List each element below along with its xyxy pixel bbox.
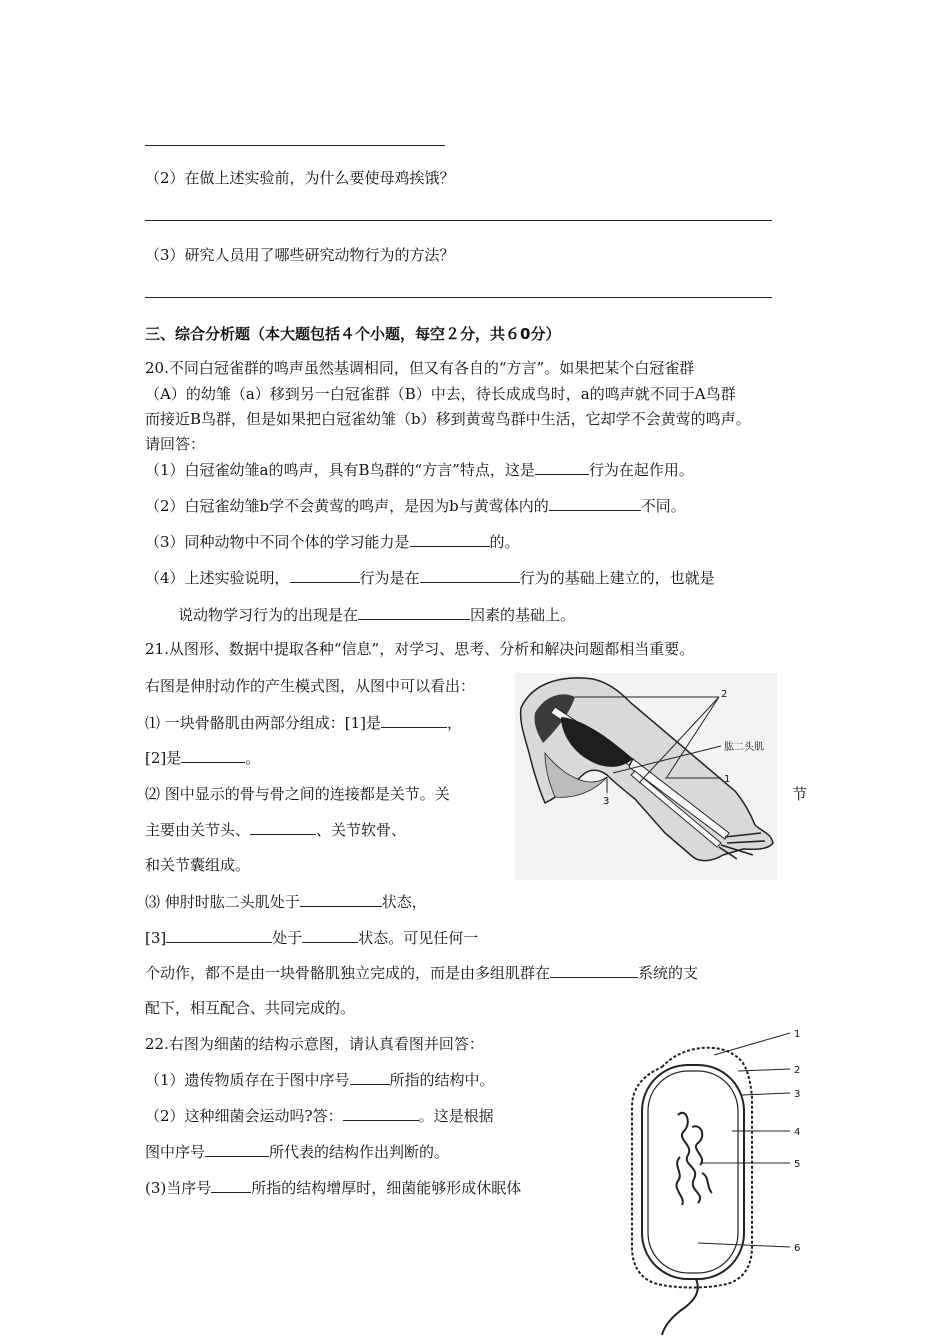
answer-line xyxy=(145,145,445,146)
q20-part4-text: 说动物学习行为的出现是在 xyxy=(178,606,359,624)
q21-part1-text: 。 xyxy=(245,749,261,767)
fill-blank[interactable] xyxy=(250,818,316,835)
q22-part1-text: 所指的结构中。 xyxy=(389,1071,495,1089)
q21-part3-text: [3] xyxy=(145,929,167,947)
q22-part3-text: 所指的结构增厚时，细菌能够形成休眠体 xyxy=(251,1179,522,1197)
q21-part3-text: 系统的支 xyxy=(638,964,699,982)
q20-part4-text: （4）上述实验说明， xyxy=(145,569,290,587)
q22-part2-text: 。这是根据 xyxy=(418,1107,494,1125)
q21-part3-cont2 xyxy=(145,961,698,984)
fill-blank[interactable] xyxy=(420,566,520,583)
q20-part4-cont xyxy=(178,603,575,626)
q20-part2 xyxy=(145,494,686,517)
q20-part1-text: 行为在起作用。 xyxy=(588,461,694,479)
fill-blank[interactable] xyxy=(211,1176,251,1193)
q21-part2-end: 节 xyxy=(792,785,808,803)
q21-part1-cont xyxy=(145,746,260,769)
fill-blank[interactable] xyxy=(205,1140,269,1157)
q21-part3-text: ⑶ 伸肘时肱二头肌处于 xyxy=(145,893,300,911)
q20-part4-text: 因素的基础上。 xyxy=(470,606,576,624)
fill-blank[interactable] xyxy=(550,961,638,978)
q21-intro-line2: 右图是伸肘动作的产生模式图，从图中可以看出： xyxy=(145,677,476,695)
label-3: 3 xyxy=(603,796,610,807)
fill-blank[interactable] xyxy=(181,746,245,763)
fill-blank[interactable] xyxy=(535,458,589,475)
q21-part1-text: [2]是 xyxy=(145,749,182,767)
label-2: 2 xyxy=(721,689,728,700)
fill-blank[interactable] xyxy=(381,711,447,728)
label-4: 4 xyxy=(794,1127,801,1138)
q22-part3-text: (3)当序号 xyxy=(145,1179,212,1197)
fill-blank[interactable] xyxy=(300,890,382,907)
fill-blank[interactable] xyxy=(343,1104,419,1121)
q21-part3-text: 状态， xyxy=(381,893,427,911)
label-biceps: 肱二头肌 xyxy=(724,742,764,753)
q20-part4-text: 行为的基础上建立的，也就是 xyxy=(519,569,715,587)
q21-part2-cont xyxy=(145,818,406,841)
fill-blank[interactable] xyxy=(358,603,470,620)
q20-part1-text: （1）白冠雀幼雏a的鸣声，具有B鸟群的“方言”特点，这是 xyxy=(145,461,535,479)
q22-part2-cont xyxy=(145,1140,449,1163)
q21-part3-text: 状态。可见任何一 xyxy=(358,929,479,947)
bacterium-figure xyxy=(622,1027,832,1337)
q21-part3 xyxy=(145,890,427,913)
label-6: 6 xyxy=(794,1243,801,1254)
q21-part2-text: 、关节软骨、 xyxy=(316,821,407,839)
q21-part1-text: ， xyxy=(447,714,463,732)
q20-part4 xyxy=(145,566,715,589)
section-heading: 三、综合分析题（本大题包括４个小题，每空２分，共６0分） xyxy=(145,325,561,343)
label-2: 2 xyxy=(794,1065,801,1076)
q21-part1 xyxy=(145,711,462,734)
q21-part1-text: ⑴ 一块骨骼肌由两部分组成：[1]是 xyxy=(145,714,382,732)
q22-part2-text: 所代表的结构作出判断的。 xyxy=(269,1143,450,1161)
q22-part2 xyxy=(145,1104,494,1127)
label-1: 1 xyxy=(724,774,731,785)
label-5: 5 xyxy=(794,1159,801,1170)
q22-part3 xyxy=(145,1176,521,1199)
q20-part2-text: （2）白冠雀幼雏b学不会黄莺的鸣声，是因为b与黄莺体内的 xyxy=(145,497,549,515)
fill-blank[interactable] xyxy=(410,530,490,547)
q22-part1-text: （1）遗传物质存在于图中序号 xyxy=(145,1071,350,1089)
q20-intro-line1: 20.不同白冠雀群的鸣声虽然基调相同，但又有各自的“方言”。如果把某个白冠雀群 xyxy=(145,359,695,377)
q21-part2: ⑵ 图中显示的骨与骨之间的连接都是关节。关 xyxy=(145,785,450,803)
answer-line xyxy=(145,297,772,298)
q21-part2-cont2: 和关节囊组成。 xyxy=(145,856,251,874)
q21-part3-text: 处于 xyxy=(272,929,303,947)
fill-blank[interactable] xyxy=(166,926,272,943)
q22-part1 xyxy=(145,1068,495,1091)
q20-part3 xyxy=(145,530,520,553)
answer-line xyxy=(145,220,772,221)
q21-part3-text: 个动作，都不是由一块骨骼肌独立完成的，而是由多组肌群在 xyxy=(145,964,551,982)
q19-part2: （2）在做上述实验前，为什么要使母鸡挨饿？ xyxy=(145,169,455,187)
q20-part3-text: 的。 xyxy=(489,533,520,551)
q22-part2-text: （2）这种细菌会运动吗?答： xyxy=(145,1107,343,1125)
q21-part3-cont xyxy=(145,926,478,949)
q21-intro-line1: 21.从图形、数据中提取各种“信息”，对学习、思考、分析和解决问题都相当重要。 xyxy=(145,640,695,658)
q20-part2-text: 不同。 xyxy=(640,497,686,515)
q20-intro-line3: 而接近B鸟群，但是如果把白冠雀幼雏（b）移到黄莺鸟群中生活，它却学不会黄莺的鸣声。 xyxy=(145,410,751,428)
q21-part2-text: 主要由关节头、 xyxy=(145,821,251,839)
fill-blank[interactable] xyxy=(302,926,358,943)
label-1: 1 xyxy=(794,1029,801,1040)
arm-muscle-figure xyxy=(515,673,777,880)
q20-part4-text: 行为是在 xyxy=(359,569,420,587)
q21-part3-cont3: 配下，相互配合、共同完成的。 xyxy=(145,999,356,1017)
q20-intro-line2: （A）的幼雏（a）移到另一白冠雀群（B）中去，待长成成鸟时，a的鸣声就不同于A鸟群 xyxy=(145,385,736,403)
q19-part3: （3）研究人员用了哪些研究动物行为的方法？ xyxy=(145,246,455,264)
label-3: 3 xyxy=(794,1089,801,1100)
fill-blank[interactable] xyxy=(350,1068,390,1085)
q20-part1 xyxy=(145,458,694,481)
fill-blank[interactable] xyxy=(549,494,641,511)
fill-blank[interactable] xyxy=(290,566,360,583)
q20-part3-text: （3）同种动物中不同个体的学习能力是 xyxy=(145,533,410,551)
q22-intro: 22.右图为细菌的结构示意图，请认真看图并回答： xyxy=(145,1035,484,1053)
q20-intro-line4: 请回答： xyxy=(145,435,206,453)
q22-part2-text: 图中序号 xyxy=(145,1143,206,1161)
